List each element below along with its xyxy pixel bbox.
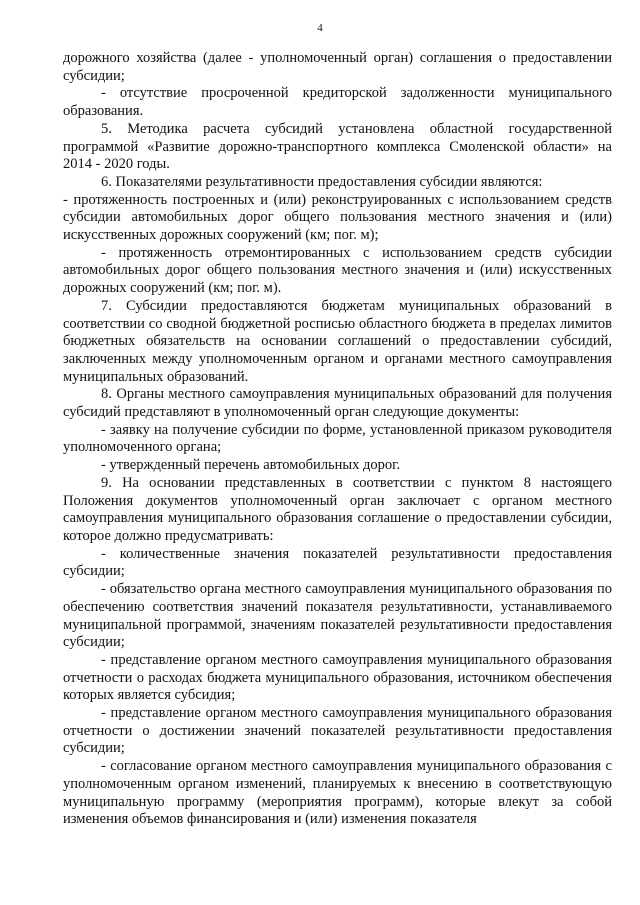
paragraph: - количественные значения показателей результативности предоставления субсидии;	[63, 545, 612, 580]
page-number: 4	[317, 22, 323, 34]
paragraph: - обязательство органа местного самоуправления муниципального образования по обеспечению соответствия значений показателя результативности, устанавливаемого муниципальной программой, значениям показателей результативности предоставления субсидии;	[63, 581, 612, 651]
paragraph: - представление органом местного самоуправления муниципального образования отчетности о расходах бюджета муниципального образования, источником обеспечения которых является субсидия;	[63, 651, 612, 704]
paragraph: - протяженность отремонтированных с использованием средств субсидии автомобильных дорог общего пользования местного значения и (или) искусственных дорожных сооружений (км; пог. м).	[63, 244, 612, 297]
paragraph: 8. Органы местного самоуправления муниципальных образований для получения субсидий представляют в уполномоченный орган следующие документы:	[63, 386, 612, 421]
paragraph: - утвержденный перечень автомобильных дорог.	[101, 457, 401, 474]
document-body	[63, 50, 612, 829]
paragraph: - представление органом местного самоуправления муниципального образования отчетности о достижении значений показателей результативности предоставления субсидии;	[63, 705, 612, 757]
paragraph: - согласование органом местного самоуправления муниципального образования с уполномоченным органом изменений, планируемых к внесению в соответствующую муниципальную программу (мероприятия программ), которые влекут за собой изменения объемов финансирования и (или) изменения показателя	[63, 758, 612, 828]
paragraph: - протяженность построенных и (или) реконструированных с использованием средств субсидии автомобильных дорог общего пользования местного значения и (или) искусственных дорожных сооружений (км; пог. м);	[63, 191, 612, 244]
paragraph: дорожного хозяйства (далее - уполномоченный орган) соглашения о предоставлении субсидии;	[63, 50, 612, 84]
paragraph: 7. Субсидии предоставляются бюджетам муниципальных образований в соответствии со сводной бюджетной росписью областного бюджета в пределах лимитов бюджетных обязательств на основании соглашений о предоставлении субсидий, заключенных между уполномоченным органом и органами местного самоуправления муниципальных образований.	[63, 297, 612, 385]
paragraph: 6. Показателями результативности предоставления субсидии являются:	[101, 173, 543, 190]
paragraph: 9. На основании представленных в соответствии с пунктом 8 настоящего Положения документов уполномоченный орган заключает с органом местного самоуправления муниципального образования соглашение о предоставлении субсидии, которое должно предусматривать:	[63, 474, 612, 544]
paragraph: - отсутствие просроченной кредиторской задолженности муниципального образования.	[63, 85, 612, 120]
paragraph: 5. Методика расчета субсидий установлена областной государственной программой «Развитие дорожно-транспортного комплекса Смоленской области» на 2014 - 2020 годы.	[63, 120, 612, 173]
paragraph: - заявку на получение субсидии по форме, установленной приказом руководителя уполномоченного органа;	[63, 421, 612, 456]
